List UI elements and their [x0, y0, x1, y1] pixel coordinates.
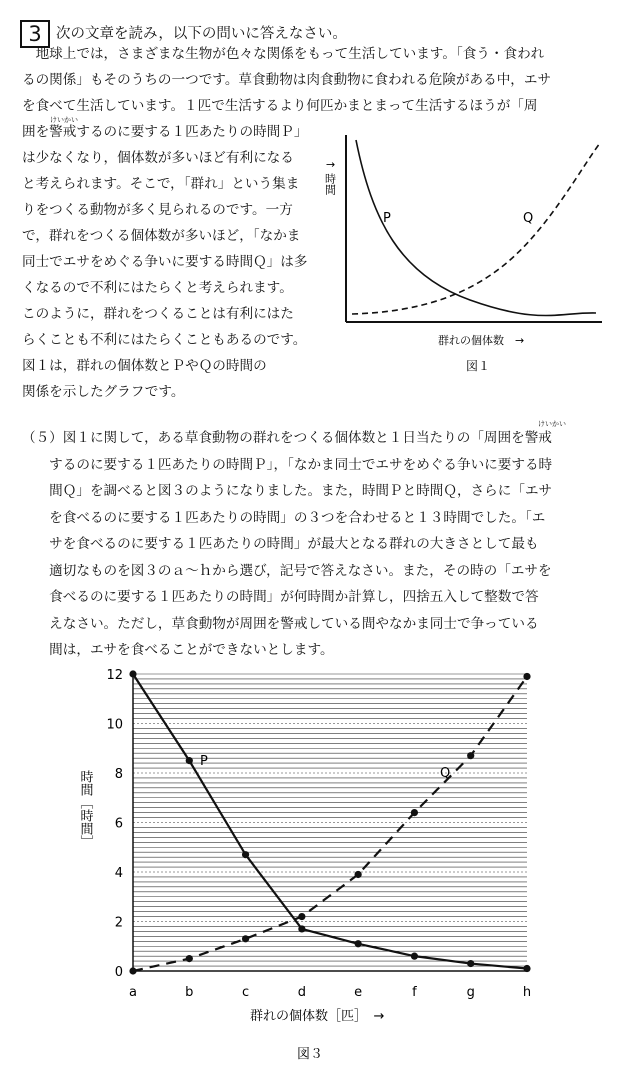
series-P-point [523, 965, 530, 972]
figure-1-y-label: ↑ 時間 [323, 160, 337, 195]
intro-line: は少なくなり，個体数が多いほど有利になる [22, 150, 294, 166]
series-Q-point [242, 935, 249, 942]
y-tick-label: 6 [114, 816, 123, 832]
intro-line: らくことも不利にはたらくこともあるのです。 [22, 332, 307, 348]
question-5-line: 適切なものを図３のａ～ｈから選び，記号で答えなさい。また，その時の「エサを [22, 562, 552, 579]
question-heading: 次の文章を読み，以下の問いに答えなさい。 [56, 26, 347, 42]
series-Q-point [523, 673, 530, 680]
series-P-point [467, 960, 474, 967]
y-tick-label: 0 [114, 965, 123, 980]
y-axis-label: 時間［時間］ [77, 770, 93, 848]
series-Q-point [129, 967, 136, 974]
intro-line: で，群れをつくる個体数が多いほど，「なかま [22, 228, 301, 244]
series-P-point [411, 953, 418, 960]
series-Q-point [186, 955, 193, 962]
intro-line: るの関係」もそのうちの一つです。草食動物は肉食動物に食われる危険がある中，エサ [22, 72, 552, 88]
x-tick-label: a [129, 985, 137, 1000]
x-tick-label: f [412, 985, 417, 1000]
intro-line: りをつくる動物が多く見られるのです。一方 [22, 202, 293, 218]
series-label-q: Q [440, 766, 451, 781]
y-tick-label: 2 [114, 915, 123, 931]
series-P-point [298, 925, 305, 932]
intro-line: 関係を示したグラフです。 [22, 384, 185, 400]
y-tick-label: 12 [106, 668, 123, 683]
figure-1-caption: 図１ [466, 359, 491, 373]
question-5-line: 間は，エサを食べることができないとします。 [22, 642, 334, 658]
intro-ruby: けいかい [50, 116, 78, 124]
x-tick-label: d [297, 985, 306, 1000]
question-5-line: （５）図１に関して，ある草食動物の群れをつくる個体数と１日当たりの「周囲を警戒 [22, 430, 552, 446]
series-Q-point [467, 752, 474, 759]
x-tick-label: b [185, 985, 194, 1000]
figure-1-x-label: 群れの個体数 → [438, 334, 525, 347]
intro-line: 囲を警戒するのに要する１匹あたりの時間Ｐ」 [22, 124, 308, 140]
series-Q-point [298, 913, 305, 920]
intro-line: 図１は，群れの個体数とＰやＱの時間の [22, 358, 267, 374]
x-tick-label: h [522, 985, 532, 1000]
question-5-line: サを食べるのに要する１匹あたりの時間」が最大となる群れの大きさとして最も [22, 536, 539, 552]
x-tick-label: c [241, 985, 250, 1000]
series-Q-line [133, 676, 527, 971]
series-P-point [129, 670, 136, 677]
figure-3-labels [78, 668, 532, 1062]
y-tick-label: 4 [114, 866, 123, 881]
series-P-point [355, 940, 362, 947]
x-tick-label: g [466, 985, 475, 1000]
intro-line: 地球上では，さまざまな生物が色々な関係をもって生活しています。「食う・食われ [22, 46, 545, 62]
y-tick-label: 10 [106, 717, 123, 733]
figure-3-caption: 図３ [297, 1047, 324, 1062]
series-P-point [242, 851, 249, 858]
q5-ruby: けいかい [538, 420, 566, 428]
intro-line: 同士でエサをめぐる争いに要する時間Ｑ」は多 [22, 254, 308, 270]
x-tick-label: e [354, 985, 363, 1000]
question-5-line: えなさい。ただし，草食動物が周囲を警戒している間やなかま同士で争っている [22, 615, 539, 632]
figure-1-label-q: Q [523, 211, 534, 226]
series-P-point [186, 757, 193, 764]
figure-1-label-p: P [383, 211, 391, 226]
question-5-line: を食べるのに要する１匹あたりの時間」の３つを合わせると１３時間でした。「エ [22, 509, 546, 526]
figure-3-grid [133, 674, 527, 971]
series-label-p: P [200, 754, 208, 769]
question-number: 3 [20, 20, 50, 48]
question-5-line: 間Ｑ」を調べると図３のようになりました。また，時間Ｐと時間Ｑ，さらに「エサ [22, 483, 553, 499]
intro-line: と考えられます。そこで，「群れ」という集ま [22, 176, 300, 192]
question-5-line: するのに要する１匹あたりの時間Ｐ」，「なかま同士でエサをめぐる争いに要する時 [22, 456, 553, 473]
intro-line: くなるので不利にはたらくと考えられます。 [22, 280, 293, 296]
question-5-line: 食べるのに要する１匹あたりの時間」が何時間か計算し，四捨五入して整数で答 [22, 589, 539, 605]
series-P-line [133, 674, 527, 969]
series-Q-point [355, 871, 362, 878]
intro-line: を食べて生活しています。１匹で生活するより何匹かまとまって生活するほうが「周 [22, 98, 538, 114]
intro-line: このように，群れをつくることは有利にはた [22, 306, 294, 322]
series-Q-point [411, 809, 418, 816]
y-tick-label: 8 [114, 767, 123, 782]
x-axis-label: 群れの個体数［匹］ → [250, 1009, 385, 1024]
